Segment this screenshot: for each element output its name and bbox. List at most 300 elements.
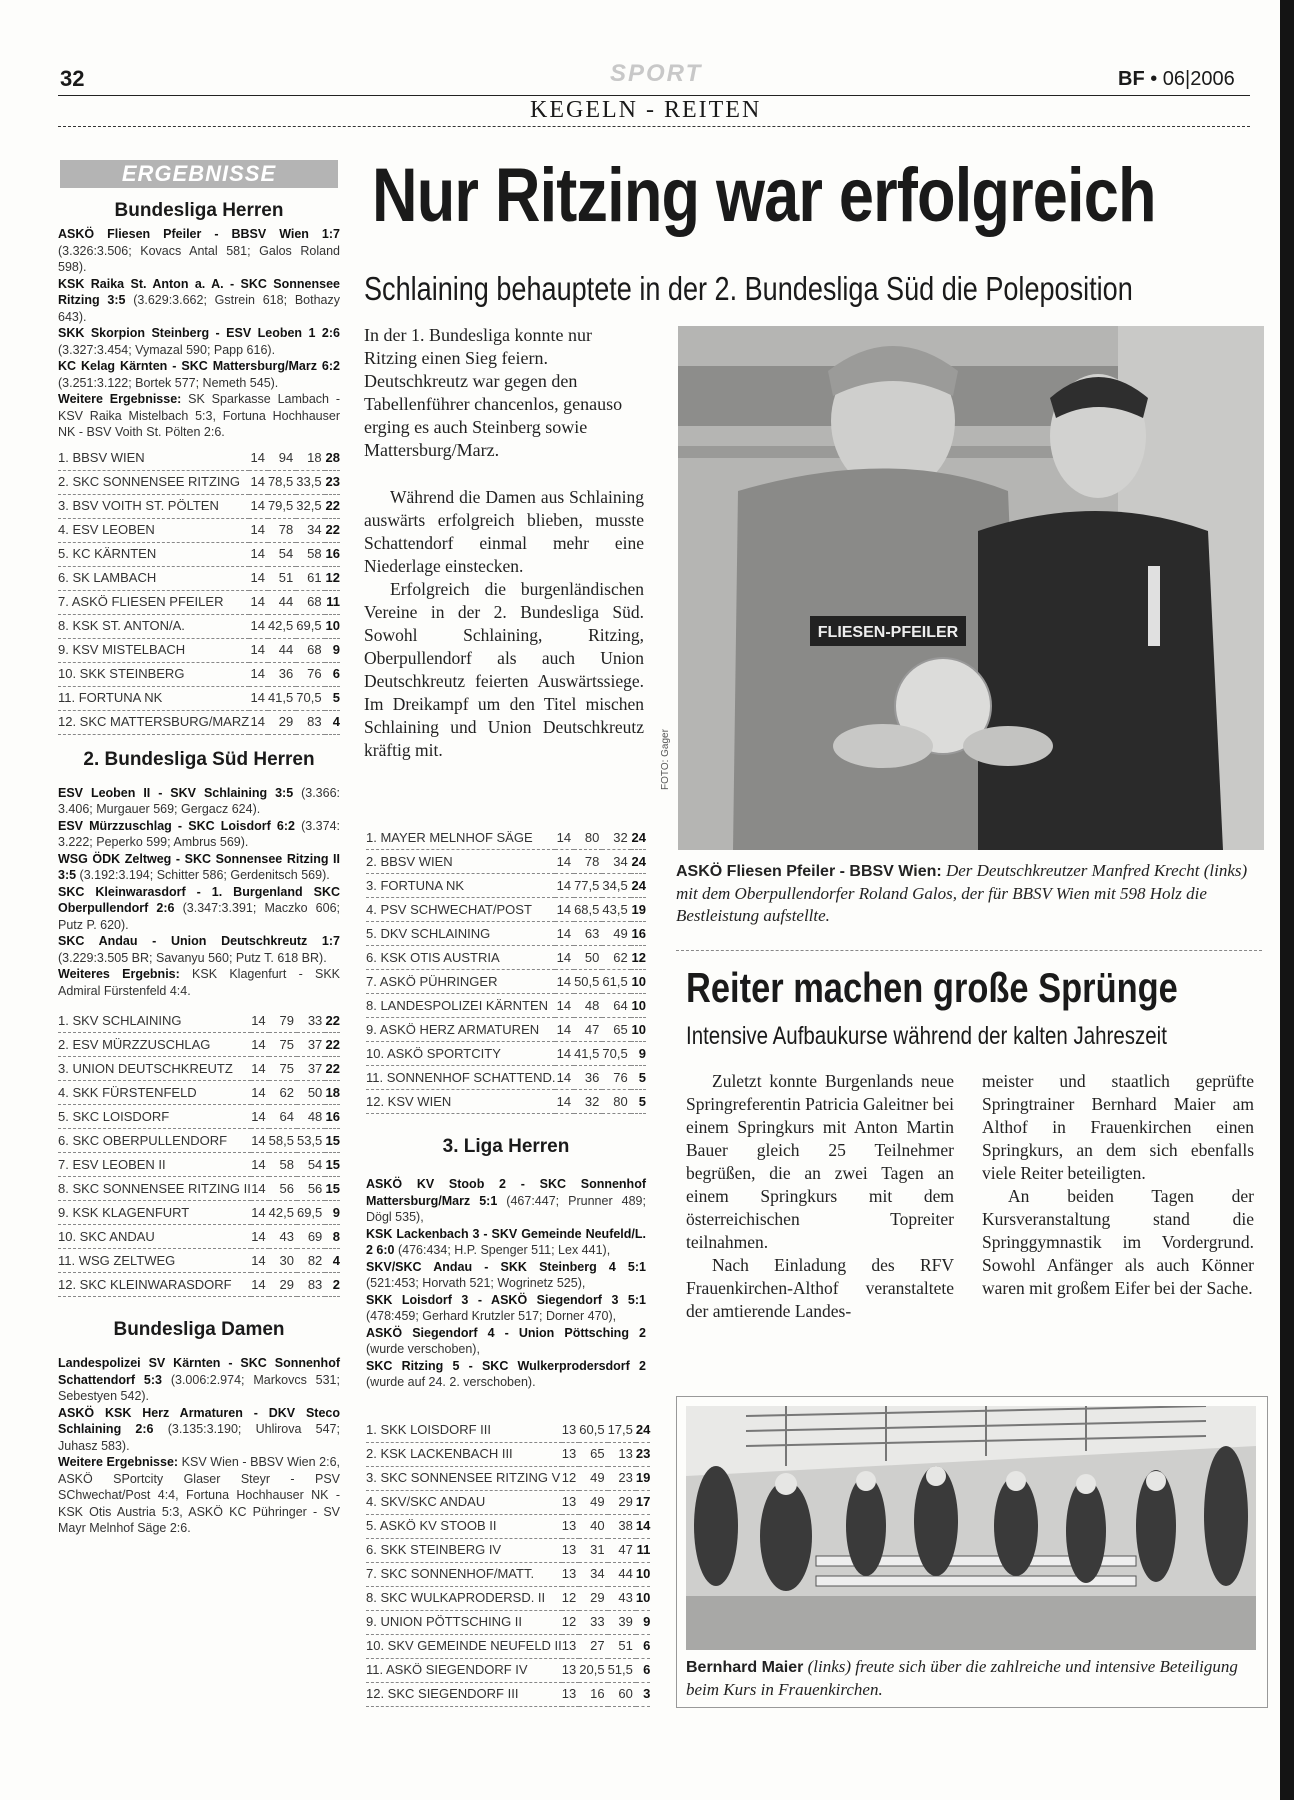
team-cell: 2. KSK LACKENBACH III <box>366 1442 562 1466</box>
points-cell: 3 <box>636 1682 650 1706</box>
result-entry <box>58 966 340 999</box>
points-cell: 5 <box>631 1090 646 1114</box>
points-cell: 8 <box>325 1225 340 1249</box>
standings-table <box>58 1009 340 1297</box>
games-cell: 14 <box>555 994 574 1018</box>
team-cell: 5. SKC LOISDORF <box>58 1105 251 1129</box>
points-cell: 12 <box>325 566 340 590</box>
table-row <box>366 898 646 922</box>
caption-bold: ASKÖ Fliesen Pfeiler - BBSV Wien: <box>676 863 942 880</box>
standings-table <box>366 826 646 1114</box>
points-cell: 5 <box>325 686 340 710</box>
team-cell: 2. BBSV WIEN <box>366 850 555 874</box>
table-row <box>366 1442 650 1466</box>
subheadline: Schlaining behauptete in der 2. Bundesliga Süd die Poleposition <box>364 270 1133 307</box>
points-cell: 16 <box>631 922 646 946</box>
result-entry <box>58 818 340 851</box>
won-cell: 51 <box>268 566 296 590</box>
table-row <box>366 1090 646 1114</box>
standings-table <box>366 1419 650 1707</box>
result-teams: SKV/SKC Andau - SKK Steinberg 4 5:1 <box>366 1259 646 1274</box>
lost-cell: 38 <box>608 1514 636 1538</box>
games-cell: 14 <box>251 1153 269 1177</box>
result-entry <box>58 391 340 441</box>
points-cell: 2 <box>325 1273 340 1297</box>
result-teams: SKK Loisdorf 3 - ASKÖ Siegendorf 3 5:1 <box>366 1292 646 1307</box>
result-entry <box>58 325 340 358</box>
article2-headline: Reiter machen große Sprünge <box>686 964 1178 1011</box>
team-cell: 8. SKC WULKAPRODERSD. II <box>366 1586 562 1610</box>
photo-caption <box>676 860 1256 927</box>
team-cell: 1. MAYER MELNHOF SÄGE <box>366 826 555 850</box>
table-row <box>366 1042 646 1066</box>
result-entry <box>58 1454 340 1537</box>
lost-cell: 37 <box>297 1033 325 1057</box>
won-cell: 56 <box>269 1177 297 1201</box>
result-teams: Weiteres Ergebnis: <box>58 967 180 981</box>
games-cell: 14 <box>251 1273 269 1297</box>
points-cell: 6 <box>325 662 340 686</box>
lost-cell: 34,5 <box>602 874 630 898</box>
result-detail: KSK Klagenfurt - SKK Admiral Fürstenfeld 4:4. <box>58 967 340 998</box>
table-row <box>58 1057 340 1081</box>
team-cell: 10. SKV GEMEINDE NEUFELD II <box>366 1634 562 1658</box>
result-teams: SKK Skorpion Steinberg - ESV Leoben 1 2:6 <box>58 326 340 340</box>
result-detail: (521:453; Horvath 521; Wogrinetz 525), <box>366 1276 586 1290</box>
games-cell: 14 <box>555 1018 574 1042</box>
table-row <box>58 638 340 662</box>
result-detail: (3.251:3.122; Bortek 577; Nemeth 545). <box>58 375 279 390</box>
paragraph: Erfolgreich die burgenländischen Vereine in der 2. Bundesliga Süd. Sowohl Schlaining, Ritzing, Oberpullendorf als auch Union Deutschkreutz feierten Auswärtssiege. Im Dreikampf um den Titel mischen Schlaining und Union Deutschkreutz kräftig mit. <box>364 579 644 760</box>
result-teams: KSK Raika St. Anton a. A. - SKC Sonnensee Ritzing 3:5 <box>58 276 340 307</box>
subsection-label: KEGELN - REITEN <box>530 97 762 123</box>
team-cell: 8. SKC SONNENSEE RITZING II <box>58 1177 251 1201</box>
table-row <box>366 1490 650 1514</box>
result-detail: KSV Wien - BBSV Wien 2:6, ASKÖ SPortcity Glaser Steyr - PSV SChwechat/Post 4:4, Fortuna Hochhauser NK - KSK Otis Austria 5:3, ASKÖ KC Pühringer - SV Mayr Melnhof Säge 2:6. <box>58 1455 340 1535</box>
won-cell: 58,5 <box>269 1129 297 1153</box>
games-cell: 14 <box>251 1201 269 1225</box>
won-cell: 77,5 <box>574 874 602 898</box>
result-detail: (3.006:2.974; Markovcs 531; Sebestyen 542). <box>58 1372 340 1403</box>
table-row <box>366 1562 650 1586</box>
article2-subheadline: Intensive Aufbaukurse während der kalten Jahreszeit <box>686 1022 1167 1050</box>
article-divider <box>676 950 1262 951</box>
games-cell: 13 <box>562 1562 579 1586</box>
won-cell: 62 <box>269 1081 297 1105</box>
games-cell: 14 <box>555 898 574 922</box>
team-cell: 5. KC KÄRNTEN <box>58 542 249 566</box>
won-cell: 65 <box>579 1442 607 1466</box>
photo-illustration <box>678 326 1264 850</box>
team-cell: 10. SKK STEINBERG <box>58 662 249 686</box>
lost-cell: 70,5 <box>602 1042 630 1066</box>
photo-riders <box>686 1406 1256 1650</box>
paragraph: meister und staatlich geprüfte Springtrainer Bernhard Maier am Althof in Frauenkirchen einen Springkurs, an dem sich ebenfalls viele Reiter beteiligten. <box>982 1071 1254 1183</box>
result-detail: (476:434; H.P. Spenger 511; Lex 441), <box>394 1243 611 1257</box>
team-cell: 9. KSK KLAGENFURT <box>58 1201 251 1225</box>
photo-credit: FOTO: Gager <box>660 729 671 790</box>
team-cell: 12. SKC SIEGENDORF III <box>366 1682 562 1706</box>
result-teams: Weitere Ergebnisse: <box>58 1455 179 1469</box>
results-list <box>366 1176 646 1391</box>
games-cell: 14 <box>555 1090 574 1114</box>
points-cell: 22 <box>325 1057 340 1081</box>
table-row <box>366 1586 650 1610</box>
table-row <box>58 542 340 566</box>
won-cell: 30 <box>269 1249 297 1273</box>
won-cell: 58 <box>269 1153 297 1177</box>
result-detail: SK Sparkasse Lambach - KSV Raika Mistelbach 5:3, Fortuna Hochhauser NK - BSV Voith St. Pölten 2:6. <box>58 392 340 439</box>
points-cell: 6 <box>636 1634 650 1658</box>
page-number: 32 <box>60 66 85 91</box>
article-body <box>364 486 644 762</box>
lost-cell: 39 <box>608 1610 636 1634</box>
won-cell: 36 <box>268 662 296 686</box>
games-cell: 13 <box>562 1490 579 1514</box>
games-cell: 13 <box>562 1442 579 1466</box>
team-cell: 7. ASKÖ FLIESEN PFEILER <box>58 590 249 614</box>
team-cell: 7. ASKÖ PÜHRINGER <box>366 970 555 994</box>
lost-cell: 65 <box>602 1018 630 1042</box>
table-row <box>58 590 340 614</box>
points-cell: 4 <box>325 1249 340 1273</box>
result-entry <box>58 1405 340 1455</box>
lost-cell: 62 <box>602 946 630 970</box>
result-teams: ASKÖ Siegendorf 4 - Union Pöttsching 2 <box>366 1325 646 1340</box>
points-cell: 11 <box>636 1538 650 1562</box>
points-cell: 14 <box>636 1514 650 1538</box>
games-cell: 14 <box>249 686 268 710</box>
team-cell: 6. SKC OBERPULLENDORF <box>58 1129 251 1153</box>
lost-cell: 51 <box>608 1634 636 1658</box>
section-title: Bundesliga Damen <box>113 1319 285 1340</box>
result-entry <box>58 358 340 391</box>
team-cell: 9. UNION PÖTTSCHING II <box>366 1610 562 1634</box>
games-cell: 13 <box>562 1419 579 1443</box>
photo-illustration <box>686 1406 1256 1650</box>
points-cell: 18 <box>325 1081 340 1105</box>
lost-cell: 69,5 <box>296 614 324 638</box>
lost-cell: 50 <box>297 1081 325 1105</box>
team-cell: 4. PSV SCHWECHAT/POST <box>366 898 555 922</box>
result-teams: SKC Andau - Union Deutschkreutz 1:7 <box>58 934 340 948</box>
won-cell: 68,5 <box>574 898 602 922</box>
games-cell: 14 <box>249 542 268 566</box>
lost-cell: 76 <box>296 662 324 686</box>
result-entry <box>58 785 340 818</box>
lost-cell: 80 <box>602 1090 630 1114</box>
lost-cell: 61,5 <box>602 970 630 994</box>
table-row <box>58 494 340 518</box>
won-cell: 41,5 <box>574 1042 602 1066</box>
team-cell: 1. BBSV WIEN <box>58 447 249 471</box>
lost-cell: 69,5 <box>297 1201 325 1225</box>
shirt-text: FLIESEN-PFEILER <box>817 624 959 641</box>
won-cell: 78 <box>574 850 602 874</box>
won-cell: 75 <box>269 1057 297 1081</box>
games-cell: 14 <box>555 970 574 994</box>
games-cell: 13 <box>562 1538 579 1562</box>
team-cell: 7. ESV LEOBEN II <box>58 1153 251 1177</box>
points-cell: 15 <box>325 1153 340 1177</box>
result-entry <box>366 1358 646 1391</box>
team-cell: 9. ASKÖ HERZ ARMATUREN <box>366 1018 555 1042</box>
team-cell: 8. KSK ST. ANTON/A. <box>58 614 249 638</box>
table-row <box>366 1066 646 1090</box>
team-cell: 12. SKC MATTERSBURG/MARZ <box>58 710 249 734</box>
result-detail: (478:459; Gerhard Krutzler 517; Dorner 470), <box>366 1309 617 1323</box>
results-column <box>58 200 340 1537</box>
issue-info: BF • 06|2006 <box>1118 68 1235 90</box>
table-row <box>58 1033 340 1057</box>
lost-cell: 70,5 <box>296 686 324 710</box>
won-cell: 41,5 <box>268 686 296 710</box>
result-detail: (3.629:3.662; Gstrein 618; Bothazy 643). <box>58 293 340 324</box>
points-cell: 24 <box>631 850 646 874</box>
team-cell: 4. SKV/SKC ANDAU <box>366 1490 562 1514</box>
result-entry <box>58 276 340 326</box>
won-cell: 78,5 <box>268 470 296 494</box>
games-cell: 14 <box>555 850 574 874</box>
table-row <box>366 1658 650 1682</box>
result-teams: KC Kelag Kärnten - SKC Mattersburg/Marz 6:2 <box>58 359 340 373</box>
result-entry <box>366 1325 646 1358</box>
won-cell: 75 <box>269 1033 297 1057</box>
team-cell: 11. ASKÖ SIEGENDORF IV <box>366 1658 562 1682</box>
points-cell: 16 <box>325 1105 340 1129</box>
lost-cell: 60 <box>608 1682 636 1706</box>
points-cell: 10 <box>636 1562 650 1586</box>
result-teams: ASKÖ KV Stoob 2 - SKC Sonnenhof Mattersburg/Marz 5:1 <box>366 1177 646 1208</box>
games-cell: 14 <box>251 1033 269 1057</box>
team-cell: 3. SKC SONNENSEE RITZING V <box>366 1466 562 1490</box>
won-cell: 29 <box>269 1273 297 1297</box>
section-title: 3. Liga Herren <box>442 1136 570 1157</box>
lost-cell: 32 <box>602 826 630 850</box>
team-cell: 11. SONNENHOF SCHATTEND. <box>366 1066 555 1090</box>
result-entry <box>58 851 340 884</box>
won-cell: 50 <box>574 946 602 970</box>
games-cell: 14 <box>249 470 268 494</box>
section-label: SPORT <box>610 60 703 87</box>
result-entry <box>366 1176 646 1226</box>
result-teams: SKC Ritzing 5 - SKC Wulkerprodersdorf 2 <box>366 1358 646 1373</box>
lost-cell: 83 <box>296 710 324 734</box>
team-cell: 3. UNION DEUTSCHKREUTZ <box>58 1057 251 1081</box>
won-cell: 29 <box>579 1586 607 1610</box>
games-cell: 14 <box>249 447 268 471</box>
table-row <box>58 566 340 590</box>
games-cell: 14 <box>555 1042 574 1066</box>
lost-cell: 34 <box>296 518 324 542</box>
team-cell: 5. ASKÖ KV STOOB II <box>366 1514 562 1538</box>
table-row <box>366 1538 650 1562</box>
result-detail: (3.135:3.190; Uhlirova 547; Juhasz 583). <box>58 1422 340 1453</box>
lost-cell: 64 <box>602 994 630 1018</box>
header-dashed-rule <box>58 126 1250 127</box>
won-cell: 29 <box>268 710 296 734</box>
lost-cell: 43,5 <box>602 898 630 922</box>
won-cell: 16 <box>579 1682 607 1706</box>
won-cell: 33 <box>579 1610 607 1634</box>
games-cell: 13 <box>562 1634 579 1658</box>
table-row <box>366 850 646 874</box>
games-cell: 14 <box>251 1129 269 1153</box>
won-cell: 49 <box>579 1466 607 1490</box>
team-cell: 1. SKK LOISDORF III <box>366 1419 562 1443</box>
lost-cell: 37 <box>297 1057 325 1081</box>
caption-text: (links) freute sich über die zahlreiche und intensive Beteiligung beim Kurs in Frauenkirchen. <box>686 1657 1238 1699</box>
lost-cell: 18 <box>296 447 324 471</box>
team-cell: 7. SKC SONNENHOF/MATT. <box>366 1562 562 1586</box>
lost-cell: 48 <box>297 1105 325 1129</box>
result-detail: (3.327:3.454; Vymazal 590; Papp 616). <box>58 342 276 357</box>
result-detail: (3.192:3.194; Schitter 586; Gerdenitsch 569). <box>76 868 330 882</box>
won-cell: 94 <box>268 447 296 471</box>
table-row <box>58 518 340 542</box>
games-cell: 14 <box>251 1225 269 1249</box>
points-cell: 10 <box>325 614 340 638</box>
result-teams: KSK Lackenbach 3 - SKV Gemeinde Neufeld/L. 2 6:0 <box>366 1226 646 1257</box>
result-entry <box>366 1226 646 1259</box>
team-cell: 6. SKK STEINBERG IV <box>366 1538 562 1562</box>
table-row <box>58 1177 340 1201</box>
result-detail: (wurde verschoben), <box>366 1342 480 1356</box>
team-cell: 6. KSK OTIS AUSTRIA <box>366 946 555 970</box>
points-cell: 10 <box>631 970 646 994</box>
paragraph: Nach Einladung des RFV Frauenkirchen-Althof veranstaltete der amtierende Landes- <box>686 1255 954 1321</box>
section-title: Bundesliga Herren <box>114 200 284 221</box>
won-cell: 48 <box>574 994 602 1018</box>
won-cell: 47 <box>574 1018 602 1042</box>
points-cell: 19 <box>631 898 646 922</box>
won-cell: 31 <box>579 1538 607 1562</box>
table-row <box>366 970 646 994</box>
headline: Nur Ritzing war erfolgreich <box>372 153 1156 238</box>
games-cell: 14 <box>251 1105 269 1129</box>
table-row <box>58 1225 340 1249</box>
won-cell: 64 <box>269 1105 297 1129</box>
table-row <box>58 1129 340 1153</box>
section-title: 2. Bundesliga Süd Herren <box>83 748 315 770</box>
table-row <box>58 1153 340 1177</box>
won-cell: 79 <box>269 1009 297 1033</box>
points-cell: 10 <box>636 1586 650 1610</box>
table-row <box>58 470 340 494</box>
lost-cell: 34 <box>602 850 630 874</box>
result-detail: (3.374: 3.222; Peperko 599; Ambrus 569). <box>58 818 341 849</box>
team-cell: 3. FORTUNA NK <box>366 874 555 898</box>
lost-cell: 32,5 <box>296 494 324 518</box>
won-cell: 40 <box>579 1514 607 1538</box>
table-row <box>366 1419 650 1443</box>
lost-cell: 53,5 <box>297 1129 325 1153</box>
result-teams: Landespolizei SV Kärnten - SKC Sonnenhof Schattendorf 5:3 <box>58 1356 340 1387</box>
lost-cell: 61 <box>296 566 324 590</box>
table-row <box>58 710 340 734</box>
results-list <box>58 1355 340 1537</box>
photo-caption <box>686 1656 1256 1701</box>
publication-name: BF <box>1118 68 1145 90</box>
lost-cell: 23 <box>608 1466 636 1490</box>
won-cell: 34 <box>579 1562 607 1586</box>
lost-cell: 49 <box>602 922 630 946</box>
article2-column-2 <box>982 1070 1254 1300</box>
lead-paragraph: In der 1. Bundesliga konnte nur Ritzing einen Sieg feiern. Deutschkreutz war gegen den Tabellenführer chancenlos, genauso erging es auch Steinberg sowie Mattersburg/Marz. <box>364 325 623 460</box>
points-cell: 17 <box>636 1490 650 1514</box>
points-cell: 19 <box>636 1466 650 1490</box>
points-cell: 12 <box>631 946 646 970</box>
lost-cell: 44 <box>608 1562 636 1586</box>
article2-column-1 <box>686 1070 954 1323</box>
lost-cell: 76 <box>602 1066 630 1090</box>
lost-cell: 69 <box>297 1225 325 1249</box>
games-cell: 14 <box>251 1177 269 1201</box>
result-teams: WSG ÖDK Zeltweg - SKC Sonnensee Ritzing II 3:5 <box>58 851 340 882</box>
team-cell: 1. SKV SCHLAINING <box>58 1009 251 1033</box>
results-label: ERGEBNISSE <box>60 160 338 188</box>
points-cell: 22 <box>325 518 340 542</box>
table-row <box>366 1634 650 1658</box>
result-detail: (467:447; Prunner 489; Dögl 535), <box>366 1193 646 1224</box>
won-cell: 79,5 <box>268 494 296 518</box>
table-row <box>58 1201 340 1225</box>
table-row <box>366 1466 650 1490</box>
team-cell: 10. ASKÖ SPORTCITY <box>366 1042 555 1066</box>
result-entry <box>366 1259 646 1292</box>
points-cell: 28 <box>325 447 340 471</box>
paragraph: Während die Damen aus Schlaining auswärts erfolgreich blieben, musste Schattendorf einmal mehr eine Niederlage einstecken. <box>364 487 644 576</box>
games-cell: 14 <box>251 1057 269 1081</box>
games-cell: 14 <box>249 590 268 614</box>
points-cell: 9 <box>631 1042 646 1066</box>
result-teams: SKC Kleinwarasdorf - 1. Burgenland SKC Oberpullendorf 2:6 <box>58 884 340 915</box>
photo-bowlers <box>678 326 1264 850</box>
points-cell: 23 <box>636 1442 650 1466</box>
points-cell: 10 <box>631 994 646 1018</box>
won-cell: 63 <box>574 922 602 946</box>
results-list <box>58 785 340 1000</box>
lost-cell: 47 <box>608 1538 636 1562</box>
games-cell: 13 <box>562 1658 579 1682</box>
lost-cell: 13 <box>608 1442 636 1466</box>
games-cell: 14 <box>555 1066 574 1090</box>
result-entry <box>366 1292 646 1325</box>
result-detail: (3.326:3.506; Kovacs Antal 581; Galos Roland 598). <box>58 243 340 274</box>
table-row <box>366 994 646 1018</box>
caption-text: Der Deutschkreutzer Manfred Krecht (links) mit dem Oberpullendorfer Roland Galos, der für BBSV Wien mit 598 Holz die Bestleistung aufstellte. <box>676 861 1248 925</box>
result-detail: (3.366: 3.406; Murgauer 569; Gergacz 624). <box>58 785 341 816</box>
games-cell: 14 <box>249 518 268 542</box>
games-cell: 14 <box>555 922 574 946</box>
games-cell: 14 <box>251 1249 269 1273</box>
table-row <box>58 1081 340 1105</box>
table-row <box>366 922 646 946</box>
team-cell: 2. SKC SONNENSEE RITZING <box>58 470 249 494</box>
table-row <box>366 946 646 970</box>
result-teams: ASKÖ KSK Herz Armaturen - DKV Steco Schlaining 2:6 <box>58 1405 340 1436</box>
lost-cell: 29 <box>608 1490 636 1514</box>
games-cell: 14 <box>251 1009 269 1033</box>
result-detail: (wurde auf 24. 2. verschoben). <box>366 1375 536 1389</box>
won-cell: 42,5 <box>269 1201 297 1225</box>
paragraph: An beiden Tagen der Kursveranstaltung stand die Springgymnastik im Vordergrund. Sowohl Anfänger als auch Könner waren mit großem Eifer bei der Sache. <box>982 1186 1254 1298</box>
result-detail: (3.347:3.391; Maczko 606; Putz P. 620). <box>58 901 340 932</box>
points-cell: 6 <box>636 1658 650 1682</box>
team-cell: 11. FORTUNA NK <box>58 686 249 710</box>
table-row <box>366 874 646 898</box>
team-cell: 4. ESV LEOBEN <box>58 518 249 542</box>
